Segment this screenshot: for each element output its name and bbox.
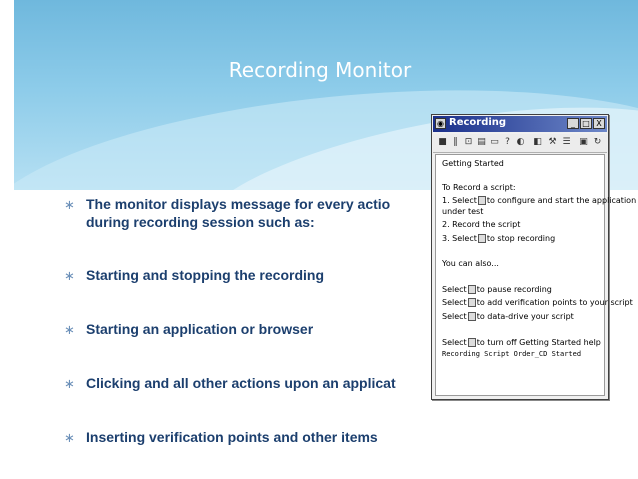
minimize-button[interactable]: _ [567, 118, 579, 129]
bullet-item: ∗ The monitor displays message for every actio [64, 194, 434, 214]
slide-title: Recording Monitor [228, 58, 412, 82]
pause-recording-icon [468, 285, 476, 294]
help-icon[interactable]: ? [505, 137, 510, 147]
bullet-item: ∗ Starting an application or browser [64, 319, 434, 339]
instruction-line: To Record a script: [442, 183, 516, 192]
instruction-line: 3. Select to stop recording [442, 234, 556, 243]
recording-monitor-window [431, 114, 637, 400]
instruction-line: Select to turn off Getting Started help [442, 338, 601, 347]
start-app-icon [478, 196, 486, 205]
bullet-star-icon: ∗ [64, 322, 75, 337]
getting-started-heading: Getting Started [442, 159, 504, 168]
instruction-line: You can also... [442, 259, 499, 268]
bullet-item: ∗ Starting and stopping the recording [64, 265, 434, 285]
tools-icon[interactable]: ⚒ [548, 137, 557, 147]
verification-point-icon [468, 298, 476, 307]
save-icon[interactable]: ▣ [579, 137, 588, 147]
bullet-continuation: during recording session such as: [86, 214, 315, 230]
instruction-line: under test [442, 207, 484, 216]
bullet-item: ∗ Inserting verification points and other items [64, 427, 434, 447]
instruction-line: Select to add verification points to your script [442, 298, 633, 307]
stop-recording-icon [478, 234, 486, 243]
instruction-line: 2. Record the script [442, 220, 521, 229]
stop-icon[interactable]: ■ [438, 137, 447, 147]
pause-icon[interactable]: ‖ [453, 137, 458, 147]
maximize-button[interactable]: □ [580, 118, 592, 129]
window-toolbar [433, 134, 607, 153]
instruction-line: 1. Select to configure and start the application [442, 196, 637, 205]
bullet-star-icon: ∗ [64, 268, 75, 283]
bullet-item: ∗ Clicking and all other actions upon an applicat [64, 373, 434, 393]
app-icon: ◉ [435, 118, 446, 129]
window-titlebar[interactable] [433, 116, 607, 132]
bullet-star-icon: ∗ [64, 197, 75, 212]
refresh-icon[interactable]: ↻ [593, 137, 602, 147]
bullet-star-icon: ∗ [64, 430, 75, 445]
new-icon[interactable]: ◧ [533, 137, 542, 147]
display-icon[interactable]: ▭ [490, 137, 499, 147]
close-button[interactable]: X [593, 118, 605, 129]
window-title: Recording [449, 117, 507, 128]
instruction-line: Select to data-drive your script [442, 312, 574, 321]
datapool-icon[interactable]: ▤ [477, 137, 486, 147]
getting-started-off-icon [468, 338, 476, 347]
data-drive-icon [468, 312, 476, 321]
list-icon[interactable]: ☰ [562, 137, 571, 147]
monitor-message-area [435, 154, 637, 396]
insert-icon[interactable]: ⊡ [464, 137, 473, 147]
recording-status-message: Recording Script Order_CD Started [442, 350, 582, 358]
info-icon[interactable]: ◐ [516, 137, 525, 147]
instruction-line: Select to pause recording [442, 285, 552, 294]
bullet-star-icon: ∗ [64, 376, 75, 391]
